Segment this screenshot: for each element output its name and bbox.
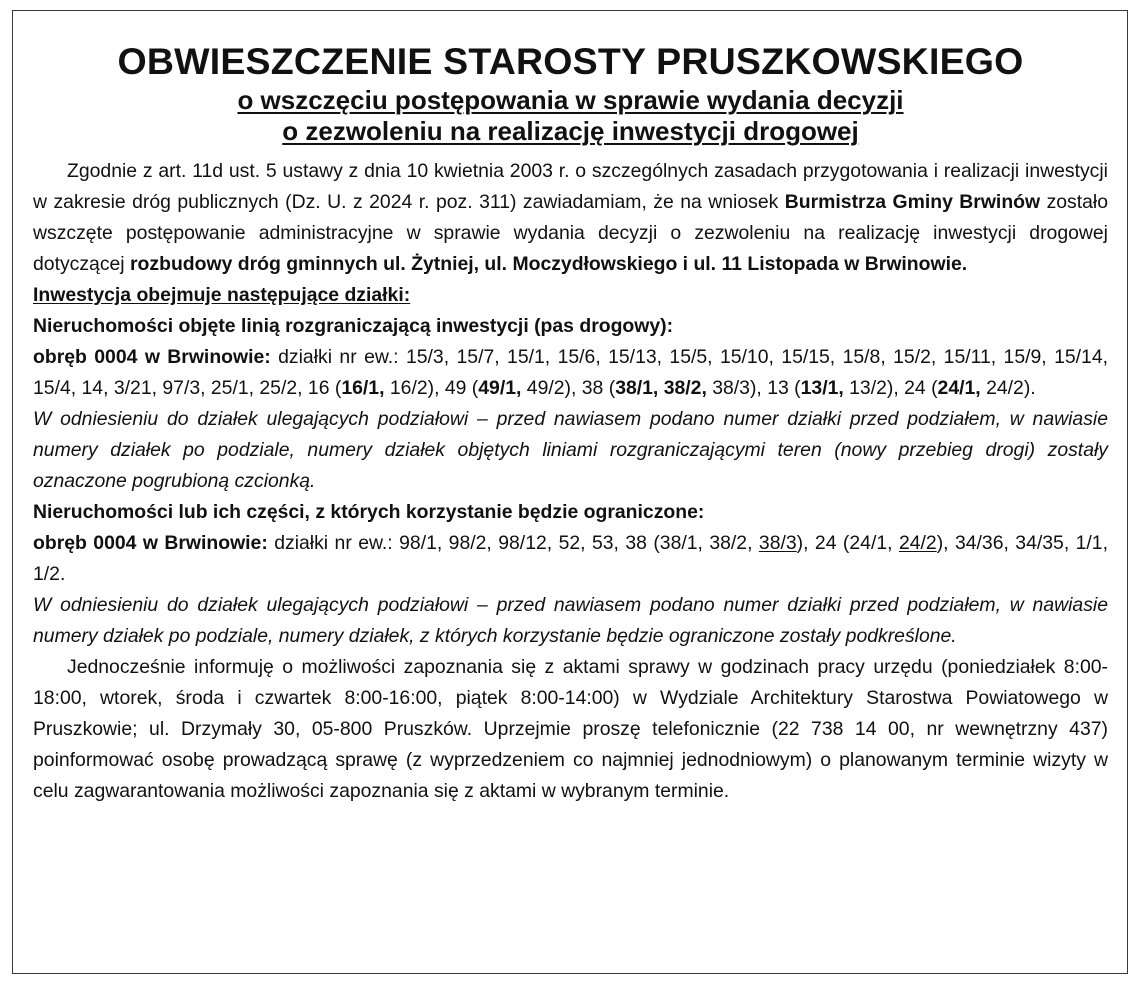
precinct-label: obręb 0004 w Brwinowie:	[33, 346, 271, 368]
section-1-heading: Nieruchomości objęte linią rozgraniczającą inwestycji (pas drogowy):	[33, 315, 674, 337]
investment-subject: rozbudowy dróg gminnych ul. Żytniej, ul. Moczydłowskiego i ul. 11 Listopada w Brwinowie.	[130, 253, 968, 275]
intro-paragraph: Zgodnie z art. 11d ust. 5 ustawy z dnia 10 kwietnia 2003 r. o szczególnych zasadach przygotowania i realizacji inwestycji w zakresie dróg publicznych (Dz. U. z 2024 r. poz. 311) zawiadamiam, że na wniosek Burmistrza Gminy Brwinów zostało wszczęte postępowanie administracyjne w sprawie wydania decyzji o zezwoleniu na realizację inwestycji drogowej dotyczącej rozbudowy dróg gminnych ul. Żytniej, ul. Moczydłowskiego i ul. 11 Listopada w Brwinowie.	[33, 160, 1109, 275]
notice-title: OBWIESZCZENIE STAROSTY PRUSZKOWSKIEGO	[117, 40, 1024, 82]
section-1-plot-list: obręb 0004 w Brwinowie: działki nr ew.: 15/3, 15/7, 15/1, 15/6, 15/13, 15/5, 15/10, 15/15, 15/8, 15/2, 15/11, 15/9, 15/14, 15/4, 14, 3/21, 97/3, 25/1, 25/2, 16 (16/1, 16/2), 49 (49/1, 49/2), 38 (38/1, 38/2, 38/3), 13 (13/1, 13/2), 24 (24/1, 24/2).	[33, 346, 1108, 399]
closing-paragraph: Jednocześnie informuję o możliwości zapoznania się z aktami sprawy w godzinach pracy urzędu (poniedziałek 8:00-18:00, wtorek, środa i czwartek 8:00-16:00, piątek 8:00-14:00) w Wydziale Architektury Starostwa Powiatowego w Pruszkowie; ul. Drzymały 30, 05-800 Pruszków. Uprzejmie proszę telefonicznie (22 738 14 00, nr wewnętrzny 437) poinformować osobę prowadzącą sprawę (z wyprzedzeniem co najmniej jednodniowym) o planowanym terminie wizyty w celu zagwarantowania możliwości zapoznania się z aktami w wybranym terminie.	[33, 656, 1108, 802]
subtitle-line-1: o wszczęciu postępowania w sprawie wydania decyzji	[237, 85, 904, 115]
plots-heading: Inwestycja obejmuje następujące działki:	[33, 284, 411, 306]
subtitle-line-2: o zezwoleniu na realizację inwestycji drogowej	[282, 116, 859, 146]
notice-content	[33, 38, 1108, 807]
section-1-note: W odniesieniu do działek ulegających podziałowi – przed nawiasem podano numer działki przed podziałem, w nawiasie numery działek po podziale, numery działek objętych liniami rozgraniczającymi teren (nowy przebieg drogi) zostały oznaczone pogrubioną czcionką.	[33, 408, 1108, 492]
precinct-label: obręb 0004 w Brwinowie:	[33, 532, 268, 554]
applicant-name: Burmistrza Gminy Brwinów	[784, 191, 1041, 213]
notice-subtitle	[33, 85, 1108, 147]
section-2-plot-list: obręb 0004 w Brwinowie: działki nr ew.: 98/1, 98/2, 98/12, 52, 53, 38 (38/1, 38/2, 38/3), 24 (24/1, 24/2), 34/36, 34/35, 1/1, 1/2.	[33, 532, 1108, 585]
section-2-note: W odniesieniu do działek ulegających podziałowi – przed nawiasem podano numer działki przed podziałem, w nawiasie numery działek po podziale, numery działek, z których korzystanie będzie ograniczone zostały podkreślone.	[33, 594, 1108, 647]
section-2-heading: Nieruchomości lub ich części, z których korzystanie będzie ograniczone:	[33, 501, 705, 523]
